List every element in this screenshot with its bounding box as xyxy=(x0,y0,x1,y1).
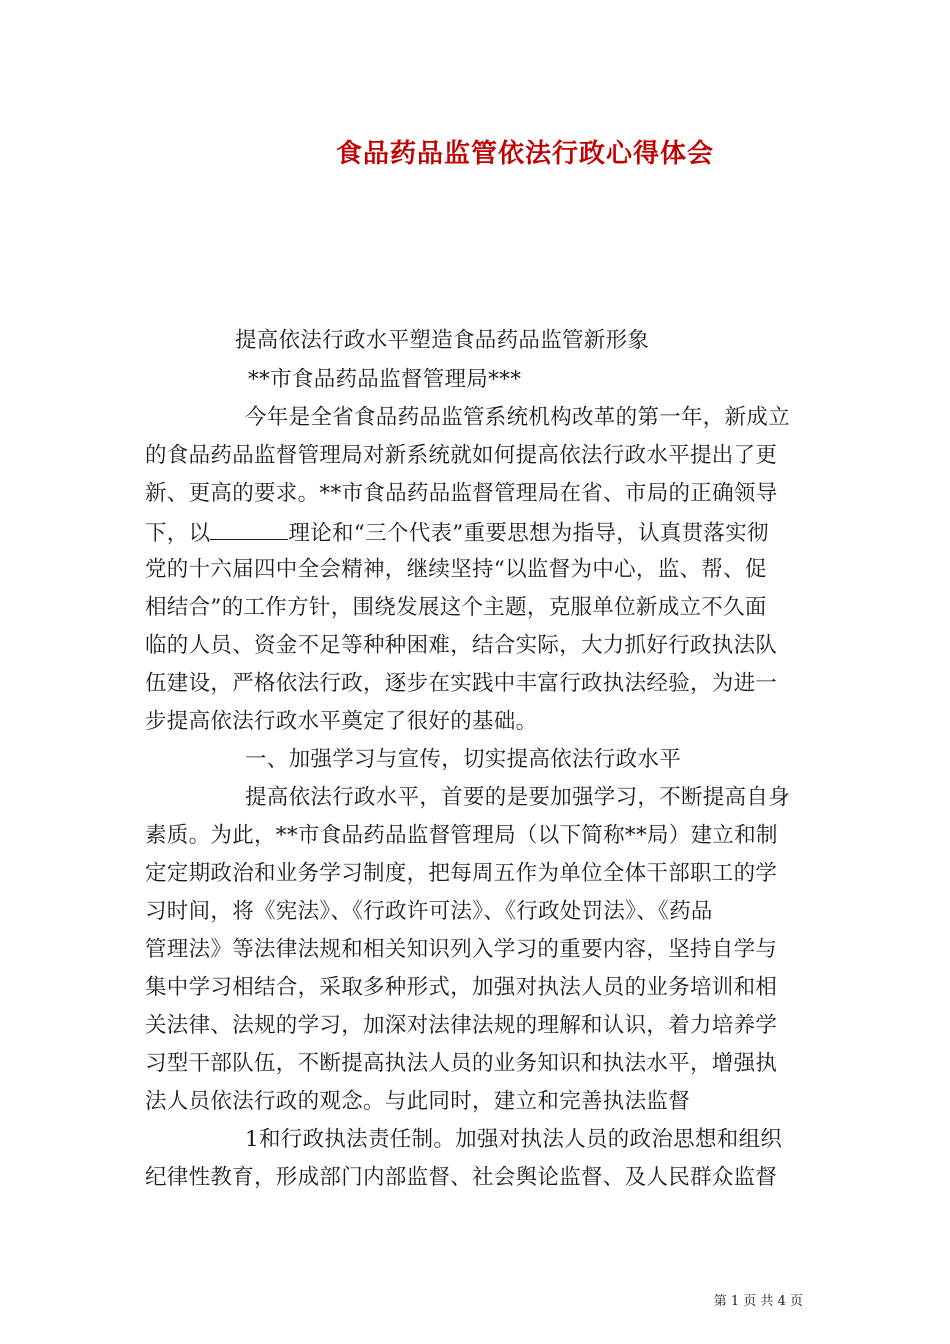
document-title: 食品药品监管依法行政心得体会 xyxy=(335,139,714,169)
paragraph1-line: 今年是全省食品药品监管系统机构改革的第一年，新成立 xyxy=(245,405,791,430)
page-number-footer: 第 1 页 共 4 页 xyxy=(713,1294,803,1309)
article-author: **市食品药品监督管理局*** xyxy=(248,367,522,392)
paragraph2-line: 集中学习相结合，采取多种形式，加强对执法人员的业务培训和相 xyxy=(145,975,778,1000)
paragraph2-line: 提高依法行政水平，首要的是要加强学习，不断提高自身 xyxy=(245,785,791,810)
paragraph2-line: 法人员依法行政的观念。与此同时，建立和完善执法监督 xyxy=(145,1089,691,1114)
paragraph1-line xyxy=(145,519,769,547)
paragraph1-line: 的食品药品监督管理局对新系统就如何提高依法行政水平提出了更 xyxy=(145,443,778,468)
section-heading: 一、加强学习与宣传，切实提高依法行政水平 xyxy=(245,747,682,772)
paragraph1-text: 下，以 xyxy=(145,521,211,546)
article-subtitle: 提高依法行政水平塑造食品药品监管新形象 xyxy=(235,328,650,353)
paragraph1-line: 相结合”的工作方针，围绕发展这个主题，克服单位新成立不久面 xyxy=(145,595,767,620)
paragraph1-line: 新、更高的要求。**市食品药品监督管理局在省、市局的正确领导 xyxy=(145,481,778,506)
paragraph2-line: 素质。为此，**市食品药品监督管理局（以下简称**局）建立和制 xyxy=(145,823,778,848)
paragraph2-line: 关法律、法规的学习，加深对法律法规的理解和认识，着力培养学 xyxy=(145,1013,778,1038)
paragraph2-line: 习时间，将《宪法》、《行政许可法》、《行政处罚法》、《药品 xyxy=(145,899,713,924)
paragraph3-line: 1和行政执法责任制。加强对执法人员的政治思想和组织 xyxy=(245,1127,783,1152)
paragraph1-line: 临的人员、资金不足等种种困难，结合实际，大力抓好行政执法队 xyxy=(145,633,778,658)
paragraph2-line: 习型干部队伍，不断提高执法人员的业务知识和执法水平，增强执 xyxy=(145,1051,778,1076)
paragraph3-line: 纪律性教育，形成部门内部监督、社会舆论监督、及人民群众监督 xyxy=(145,1165,778,1190)
paragraph1-line: 伍建设，严格依法行政，逐步在实践中丰富行政执法经验，为进一 xyxy=(145,671,778,696)
paragraph2-line: 管理法》等法律法规和相关知识列入学习的重要内容，坚持自学与 xyxy=(145,937,778,962)
paragraph1-line: 步提高依法行政水平奠定了很好的基础。 xyxy=(145,709,538,734)
paragraph1-line: 党的十六届四中全会精神，继续坚持“以监督为中心，监、帮、促 xyxy=(145,557,767,582)
fill-in-blank xyxy=(210,519,288,540)
paragraph2-line: 定定期政治和业务学习制度，把每周五作为单位全体干部职工的学 xyxy=(145,861,778,886)
paragraph1-text: 理论和“三个代表”重要思想为指导，认真贯落实彻 xyxy=(288,521,769,546)
